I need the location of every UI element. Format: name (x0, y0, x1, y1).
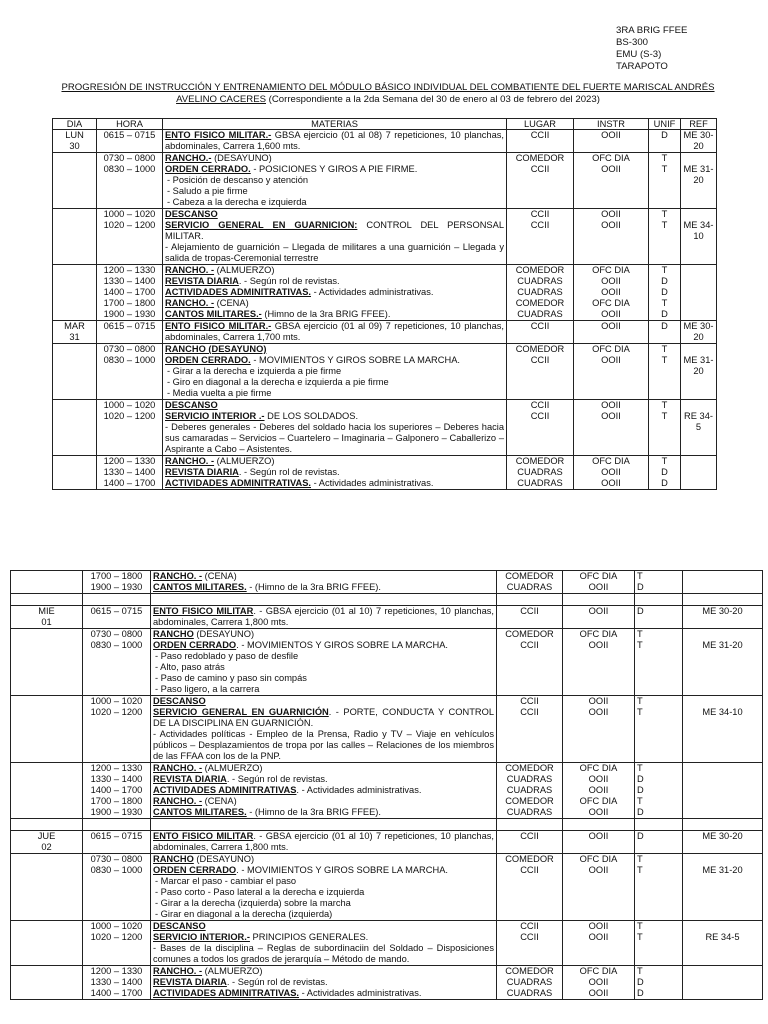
schedule-table-1 (52, 118, 717, 490)
topic-detail: - Actividades políticas - Empleo de la Prensa, Radio y TV – Viaje en vehículos públicos – Desplazamientos de tropa por las calles – Relaciones de los miembros de las FFAA con los de la PNP. (153, 729, 494, 761)
unit-line: EMU (S-3) (616, 49, 662, 60)
instr-cell: OOII OOII (563, 696, 635, 763)
unif-cell: T D D T D (649, 265, 681, 321)
instr-cell: OFC DIA OOII (574, 153, 649, 209)
unif-cell: D (635, 606, 683, 629)
materias-cell: RANCHO (DESAYUNO) ORDEN CERRADO. - MOVIMIENTOS Y GIROS SOBRE LA MARCHA. - Paso redoblado y paso de desfile - Alto, paso atrás - Paso de camino y paso sin compás - Paso ligero, a la carrera (151, 629, 497, 696)
instr-cell: OOII (574, 321, 649, 344)
ref-cell (681, 265, 717, 321)
ref-cell: ME 34-10 (683, 696, 763, 763)
ref-cell: ME 30-20 (681, 130, 717, 153)
lugar-cell: CCII (507, 130, 574, 153)
table-row (11, 831, 763, 854)
day-cell (11, 696, 83, 763)
topic-item: - Media vuelta a pie firme (167, 388, 272, 398)
day-cell (53, 456, 97, 490)
ref-cell: ME 31-20 (681, 153, 717, 209)
day-cell (53, 400, 97, 456)
ref-cell (683, 966, 763, 1000)
table-row (11, 606, 763, 629)
unif-cell: T T (635, 854, 683, 921)
unif-cell: D (649, 130, 681, 153)
col-lugar: LUGAR (507, 119, 574, 130)
topic-item: - Girar a la derecha (izquierda) sobre la marcha (155, 898, 351, 908)
instr-cell: OOII (563, 606, 635, 629)
unif-cell: T D D (635, 966, 683, 1000)
ref-cell: ME 34-10 (681, 209, 717, 265)
hora-cell: 1700 – 1800 1900 – 1930 (83, 571, 151, 594)
topic-item: - Girar en diagonal a la derecha (izquierda) (155, 909, 333, 919)
ref-cell: RE 34-5 (681, 400, 717, 456)
instr-cell: OFC DIA OOII (563, 629, 635, 696)
lugar-cell: COMEDOR CCII (507, 344, 574, 400)
day-block-lun (53, 130, 717, 321)
col-ref: REF (681, 119, 717, 130)
lugar-cell: COMEDOR CCII (507, 153, 574, 209)
unit-line: BS-300 (616, 37, 648, 48)
lugar-cell: CCII (497, 606, 563, 629)
unif-cell: T T (649, 344, 681, 400)
lugar-cell: COMEDOR CUADRAS (497, 571, 563, 594)
hora-cell: 0730 – 0800 0830 – 1000 (83, 854, 151, 921)
unif-cell: D (649, 321, 681, 344)
lugar-cell: COMEDOR CCII (497, 629, 563, 696)
ref-cell (683, 571, 763, 594)
table-row (11, 629, 763, 696)
instr-cell: OFC DIA OOII OOII OFC DIA OOII (563, 763, 635, 819)
unif-cell: T T (635, 629, 683, 696)
topic-list (165, 175, 504, 208)
table-row (53, 344, 717, 400)
materias-cell: ENTO FISICO MILITAR. - GBSA ejercicio (01 al 10) 7 repeticiones, 10 planchas, abdominales, Carrera 1,800 mts. (151, 606, 497, 629)
hora-cell: 1000 – 1020 1020 – 1200 (97, 400, 163, 456)
day-cell (11, 854, 83, 921)
table-row (11, 921, 763, 966)
ref-cell: ME 31-20 (683, 629, 763, 696)
hora-cell: 1000 – 1020 1020 – 1200 (83, 696, 151, 763)
unif-cell: T T (635, 921, 683, 966)
hora-cell: 0615 – 0715 (83, 831, 151, 854)
lugar-cell: COMEDOR CCII (497, 854, 563, 921)
unif-cell: D (635, 831, 683, 854)
continued-day-block (11, 571, 763, 606)
materias-cell: ENTO FISICO MILITAR. - GBSA ejercicio (01 al 10) 7 repeticiones, 10 planchas, abdominales, Carrera 1,800 mts. (151, 831, 497, 854)
topic-detail: - Alejamiento de guarnición – Llegada de militares a una guarnición – Llegada y salida de tropas-Ceremonial terrestre (165, 242, 504, 263)
col-hora: HORA (97, 119, 163, 130)
hora-cell: 0615 – 0715 (97, 321, 163, 344)
materias-cell: DESCANSO SERVICIO GENERAL EN GUARNICION: CONTROL DEL PERSONSAL MILITAR. - Alejamiento de guarnición – Llegada de militares a una guarnición – Llegada y salida de tropas-Ceremonial terrestre (163, 209, 507, 265)
topic-item: - Girar a la derecha e izquierda a pie firme (167, 366, 342, 376)
hora-cell: 1200 – 1330 1330 – 1400 1400 – 1700 1700 – 1800 1900 – 1930 (83, 763, 151, 819)
materias-cell: RANCHO. - (ALMUERZO) REVISTA DIARIA. - Según rol de revistas. ACTIVIDADES ADMINITRATIVAS. - Actividades administrativas. RANCHO. - (CENA) CANTOS MILITARES.- (Himno de la 3ra BRIG FFEE). (163, 265, 507, 321)
ref-cell: ME 30-20 (683, 831, 763, 854)
instr-cell: OOII OOII (574, 400, 649, 456)
hora-cell: 0730 – 0800 0830 – 1000 (83, 629, 151, 696)
materias-cell: DESCANSO SERVICIO INTERIOR .- DE LOS SOLDADOS. - Deberes generales - Deberes del soldado hacia los superiores – Deberes hacia sus camaradas – Servicios – Cuartelero – Imaginaria – Galponero – Caballerizo –Aspirante a Cabo – Asistentes. (163, 400, 507, 456)
lugar-cell: CCII CCII (507, 209, 574, 265)
topic-item: - Paso ligero, a la carrera (155, 684, 260, 694)
ref-cell: ME 31-20 (681, 344, 717, 400)
ref-cell (681, 456, 717, 490)
col-unif: UNIF (649, 119, 681, 130)
col-instr: INSTR (574, 119, 649, 130)
materias-cell: DESCANSO SERVICIO GENERAL EN GUARNICIÓN. - PORTE, CONDUCTA Y CONTROL DE LA DISCIPLINA EN GUARNICIÓN. - Actividades políticas - Empleo de la Prensa, Radio y TV – Viaje en vehículos públicos – Desplazamientos de tropa por las calles – Relaciones de los miembros de las FFAA con los de la PNP. (151, 696, 497, 763)
instr-cell: OOII OOII (563, 921, 635, 966)
hora-cell: 0730 – 0800 0830 – 1000 (97, 344, 163, 400)
hora-cell: 0615 – 0715 (97, 130, 163, 153)
hora-cell: 1000 – 1020 1020 – 1200 (83, 921, 151, 966)
document-title (58, 82, 718, 106)
topic-list (153, 876, 494, 920)
unif-cell: T T (649, 400, 681, 456)
materias-cell: RANCHO. - (CENA) CANTOS MILITARES. - (Himno de la 3ra BRIG FFEE). (151, 571, 497, 594)
hora-cell: 1200 – 1330 1330 – 1400 1400 – 1700 (97, 456, 163, 490)
topic-item: - Paso de camino y paso sin compás (155, 673, 307, 683)
table-row (53, 456, 717, 490)
ref-cell: ME 30-20 (681, 321, 717, 344)
table-row (53, 265, 717, 321)
table-row (53, 400, 717, 456)
table-row (53, 209, 717, 265)
lugar-cell: CCII CCII (507, 400, 574, 456)
table-row (53, 153, 717, 209)
ref-cell: ME 31-20 (683, 854, 763, 921)
materias-cell: RANCHO. - (ALMUERZO) REVISTA DIARIA. - Según rol de revistas. ACTIVIDADES ADMINITRATIVAS. - Actividades administrativas. RANCHO. - (CENA) CANTOS MILITARES. - (Himno de la 3ra BRIG FFEE). (151, 763, 497, 819)
materias-cell: RANCHO (DESAYUNO) ORDEN CERRADO. - MOVIMIENTOS Y GIROS SOBRE LA MARCHA. - Girar a la derecha e izquierda a pie firme - Giro en diagonal a la derecha e izquierda a pie firme - Media vuelta a pie firme (163, 344, 507, 400)
table-row (11, 763, 763, 819)
hora-cell: 1200 – 1330 1330 – 1400 1400 – 1700 (83, 966, 151, 1000)
day-cell: LUN 30 (53, 130, 97, 153)
day-cell (53, 344, 97, 400)
day-cell (53, 209, 97, 265)
day-cell (11, 571, 83, 594)
day-cell (11, 921, 83, 966)
day-cell: MAR 31 (53, 321, 97, 344)
lugar-cell: CCII CCII (497, 696, 563, 763)
instr-cell: OOII OOII (574, 209, 649, 265)
lugar-cell: COMEDOR CUADRAS CUADRAS (507, 456, 574, 490)
hora-cell: 1200 – 1330 1330 – 1400 1400 – 1700 1700 – 1800 1900 – 1930 (97, 265, 163, 321)
hora-cell: 0730 – 0800 0830 – 1000 (97, 153, 163, 209)
lugar-cell: CCII CCII (497, 921, 563, 966)
lugar-cell: CCII (497, 831, 563, 854)
topic-item: - Cabeza a la derecha e izquierda (167, 197, 307, 207)
topic-item: - Saludo a pie firme (167, 186, 248, 196)
instr-cell: OOII (563, 831, 635, 854)
day-block-mar (53, 321, 717, 490)
ref-cell: RE 34-5 (683, 921, 763, 966)
materias-cell: RANCHO (DESAYUNO) ORDEN CERRADO. - MOVIMIENTOS Y GIROS SOBRE LA MARCHA. - Marcar el paso - cambiar el paso - Paso corto - Paso lateral a la derecha e izquierda - Girar a la derecha (izquierda) sobre la marcha - Girar en diagonal a la derecha (izquierda) (151, 854, 497, 921)
unif-cell: T D D (649, 456, 681, 490)
table-row (53, 321, 717, 344)
title-period: (Correspondiente a la 2da Semana del 30 de enero al 03 de febrero del 2023) (266, 94, 600, 105)
lugar-cell: COMEDOR CUADRAS CUADRAS (497, 966, 563, 1000)
unit-line: 3RA BRIG FFEE (616, 25, 688, 36)
topic-item: - Alto, paso atrás (155, 662, 225, 672)
topic-item: - Paso redoblado y paso de desfile (155, 651, 299, 661)
instr-cell: OOII (574, 130, 649, 153)
table-row (11, 854, 763, 921)
materias-cell: RANCHO. - (ALMUERZO) REVISTA DIARIA. - Según rol de revistas. ACTIVIDADES ADMINITRATIVAS. - Actividades administrativas. (163, 456, 507, 490)
instr-cell: OFC DIA OOII OOII OFC DIA OOII (574, 265, 649, 321)
day-cell: MIE 01 (11, 606, 83, 629)
instr-cell: OFC DIA OOII OOII (563, 966, 635, 1000)
day-cell (53, 153, 97, 209)
day-cell (53, 265, 97, 321)
day-cell (11, 966, 83, 1000)
unif-cell: T T (649, 153, 681, 209)
lugar-cell: COMEDOR CUADRAS CUADRAS COMEDOR CUADRAS (497, 763, 563, 819)
col-dia: DIA (53, 119, 97, 130)
topic-item: - Paso corto - Paso lateral a la derecha e izquierda (155, 887, 365, 897)
unif-cell: T T (649, 209, 681, 265)
instr-cell: OFC DIA OOII (563, 571, 635, 594)
day-block-mie (11, 606, 763, 831)
topic-item: - Marcar el paso - cambiar el paso (155, 876, 297, 886)
topic-item: - Giro en diagonal a la derecha e izquierda a pie firme (167, 377, 389, 387)
instr-cell: OFC DIA OOII (563, 854, 635, 921)
topic-detail: - Deberes generales - Deberes del soldado hacia los superiores – Deberes hacia sus camaradas – Servicios – Cuartelero – Imaginaria – Galponero – Caballerizo –Aspirante a Cabo – Asistentes. (165, 422, 504, 454)
unif-cell: T T (635, 696, 683, 763)
hora-cell: 1000 – 1020 1020 – 1200 (97, 209, 163, 265)
column-header-row (53, 119, 717, 130)
lugar-cell: CCII (507, 321, 574, 344)
ref-cell: ME 30-20 (683, 606, 763, 629)
materias-cell: ENTO FISICO MILITAR.- GBSA ejercicio (01 al 08) 7 repeticiones, 10 planchas, abdominales, Carrera 1,600 mts. (163, 130, 507, 153)
hora-cell: 0615 – 0715 (83, 606, 151, 629)
unit-line: TARAPOTO (616, 61, 668, 72)
instr-cell: OFC DIA OOII (574, 344, 649, 400)
topic-list (165, 366, 504, 399)
day-cell (11, 629, 83, 696)
title-main: PROGRESIÓN DE INSTRUCCIÓN Y ENTRENAMIENTO DEL MÓDULO BÁSICO INDIVIDUAL DEL COMBATIENTE DEL FUERTE MARISCAL ANDRÉS AVELINO CACERES (61, 82, 715, 105)
materias-cell: RANCHO. - (ALMUERZO) REVISTA DIARIA. - Según rol de revistas. ACTIVIDADES ADMINITRATIVAS. - Actividades administrativas. (151, 966, 497, 1000)
ref-cell (683, 763, 763, 819)
lugar-cell: COMEDOR CUADRAS CUADRAS COMEDOR CUADRAS (507, 265, 574, 321)
day-cell: JUE 02 (11, 831, 83, 854)
table-row (53, 130, 717, 153)
day-cell (11, 763, 83, 819)
topic-item: - Posición de descanso y atención (167, 175, 309, 185)
topic-detail: - Bases de la disciplina – Reglas de subordinaciin del Soldado – Disposiciones comunes a todos los grados de jerarquía – Método de mando. (153, 943, 494, 964)
topic-list (153, 651, 494, 695)
unif-cell: T D (635, 571, 683, 594)
schedule-table-2 (10, 570, 763, 1000)
unif-cell: T D D T D (635, 763, 683, 819)
col-materias: MATERIAS (163, 119, 507, 130)
table-row (11, 571, 763, 594)
table-row (11, 966, 763, 1000)
materias-cell: ENTO FISICO MILITAR.- GBSA ejercicio (01 al 09) 7 repeticiones, 10 planchas, abdominales, Carrera 1,700 mts. (163, 321, 507, 344)
materias-cell: RANCHO.- (DESAYUNO) ORDEN CERRADO. - POSICIONES Y GIROS A PIE FIRME. - Posición de descanso y atención - Saludo a pie firme - Cabeza a la derecha e izquierda (163, 153, 507, 209)
unit-header (616, 25, 687, 73)
instr-cell: OFC DIA OOII OOII (574, 456, 649, 490)
table-row (11, 696, 763, 763)
day-block-jue (11, 831, 763, 1000)
materias-cell: DESCANSO SERVICIO INTERIOR.- PRINCIPIOS GENERALES. - Bases de la disciplina – Reglas de subordinaciin del Soldado – Disposiciones comunes a todos los grados de jerarquía – Método de mando. (151, 921, 497, 966)
